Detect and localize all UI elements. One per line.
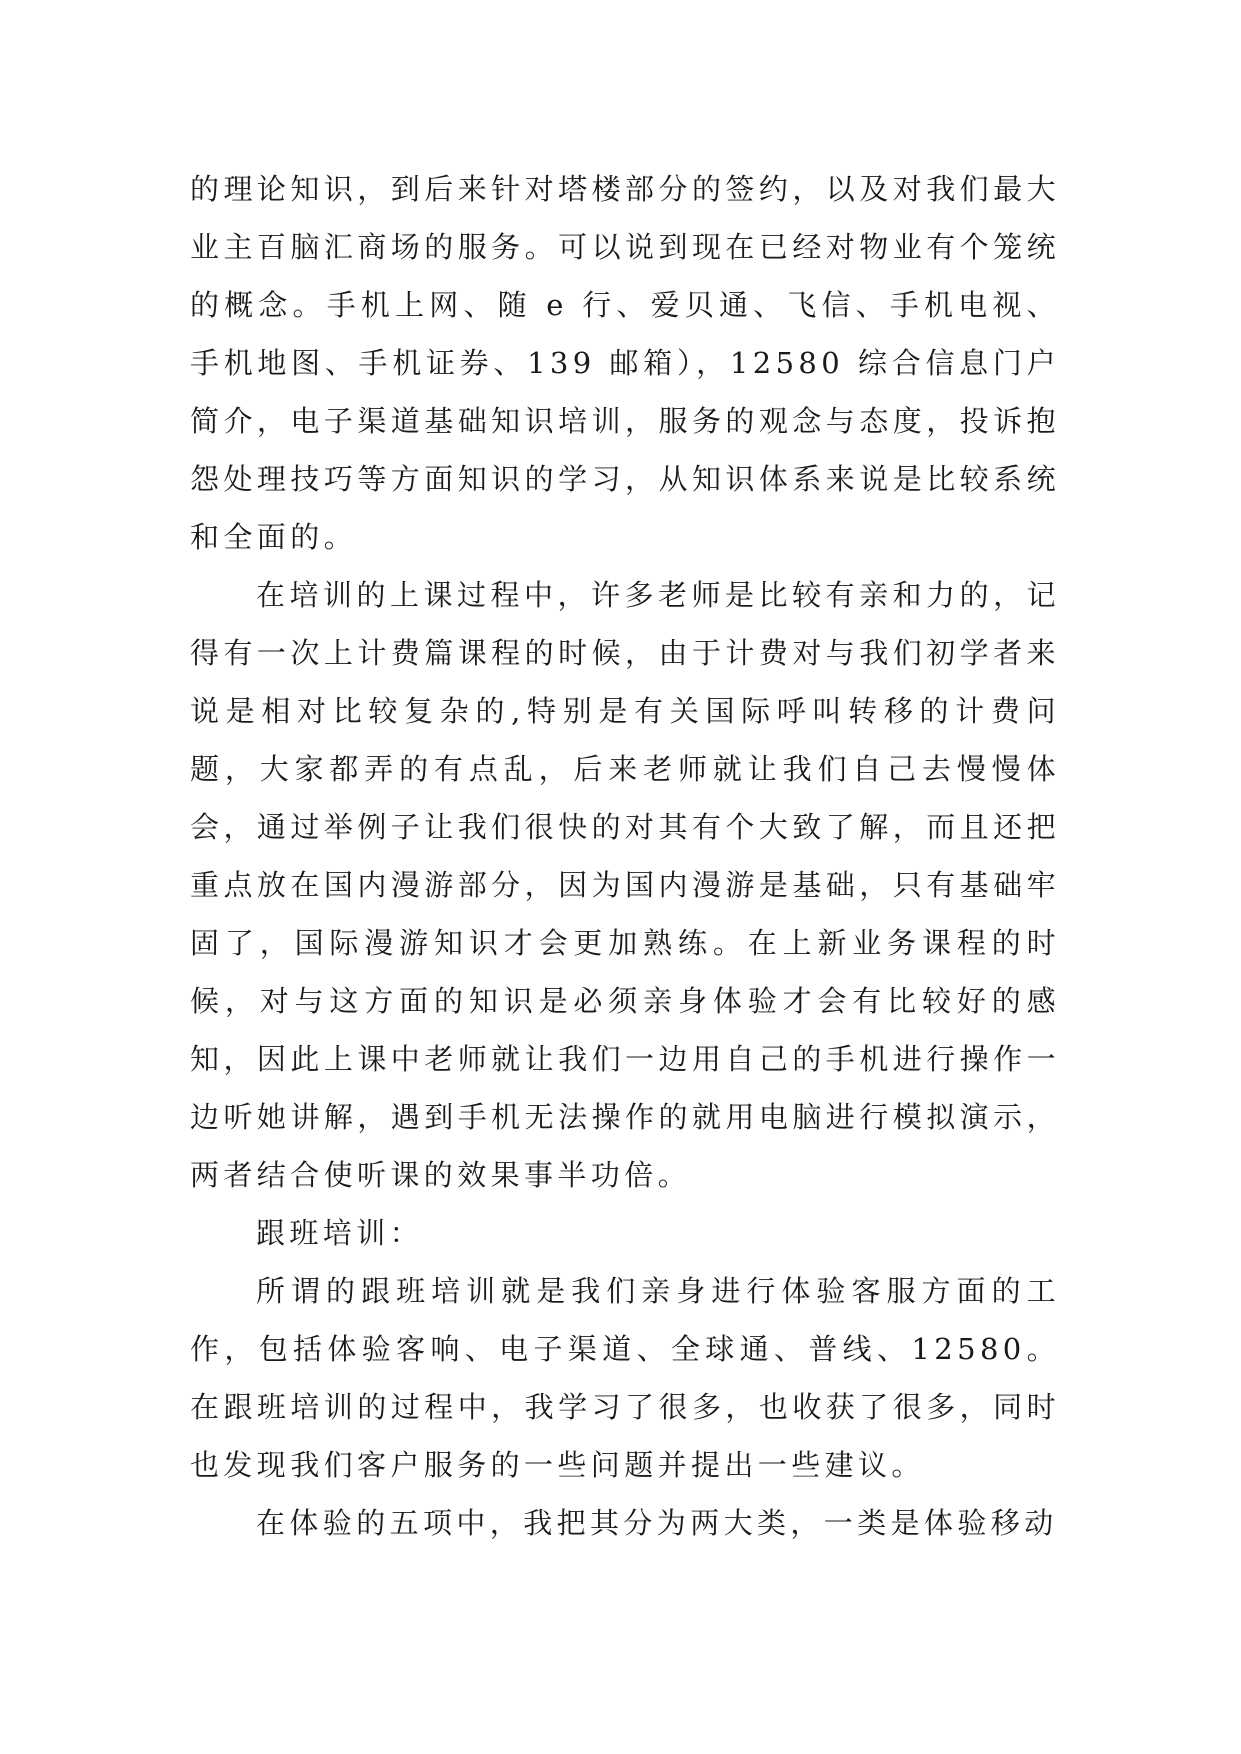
paragraph-shadow-training: 所谓的跟班培训就是我们亲身进行体验客服方面的工作，包括体验客响、电子渠道、全球通、普线、12580。在跟班培训的过程中，我学习了很多，也收获了很多，同时也发现我们客户服务的一些问题并提出一些建议。 (190, 1274, 1060, 1482)
paragraph-experience-categories: 在体验的五项中，我把其分为两大类，一类是体验移动 (256, 1506, 1058, 1540)
document-body (190, 160, 1060, 1552)
section-heading-shadow-training: 跟班培训： (256, 1216, 424, 1250)
paragraph-knowledge-summary: 的理论知识，到后来针对塔楼部分的签约，以及对我们最大业主百脑汇商场的服务。可以说到现在已经对物业有个笼统的概念。手机上网、随 e 行、爱贝通、飞信、手机电视、手机地图、手机证券、139 邮箱），12580 综合信息门户简介，电子渠道基础知识培训，服务的观念与态度，投诉抱怨处理技巧等方面知识的学习，从知识体系来说是比较系统和全面的。 (190, 172, 1060, 554)
paragraph-classroom-training: 在培训的上课过程中，许多老师是比较有亲和力的，记得有一次上计费篇课程的时候，由于计费对与我们初学者来说是相对比较复杂的,特别是有关国际呼叫转移的计费问题，大家都弄的有点乱，后来老师就让我们自己去慢慢体会，通过举例子让我们很快的对其有个大致了解，而且还把重点放在国内漫游部分，因为国内漫游是基础，只有基础牢固了，国际漫游知识才会更加熟练。在上新业务课程的时候，对与这方面的知识是必须亲身体验才会有比较好的感知，因此上课中老师就让我们一边用自己的手机进行操作一边听她讲解，遇到手机无法操作的就用电脑进行模拟演示，两者结合使听课的效果事半功倍。 (190, 578, 1060, 1192)
